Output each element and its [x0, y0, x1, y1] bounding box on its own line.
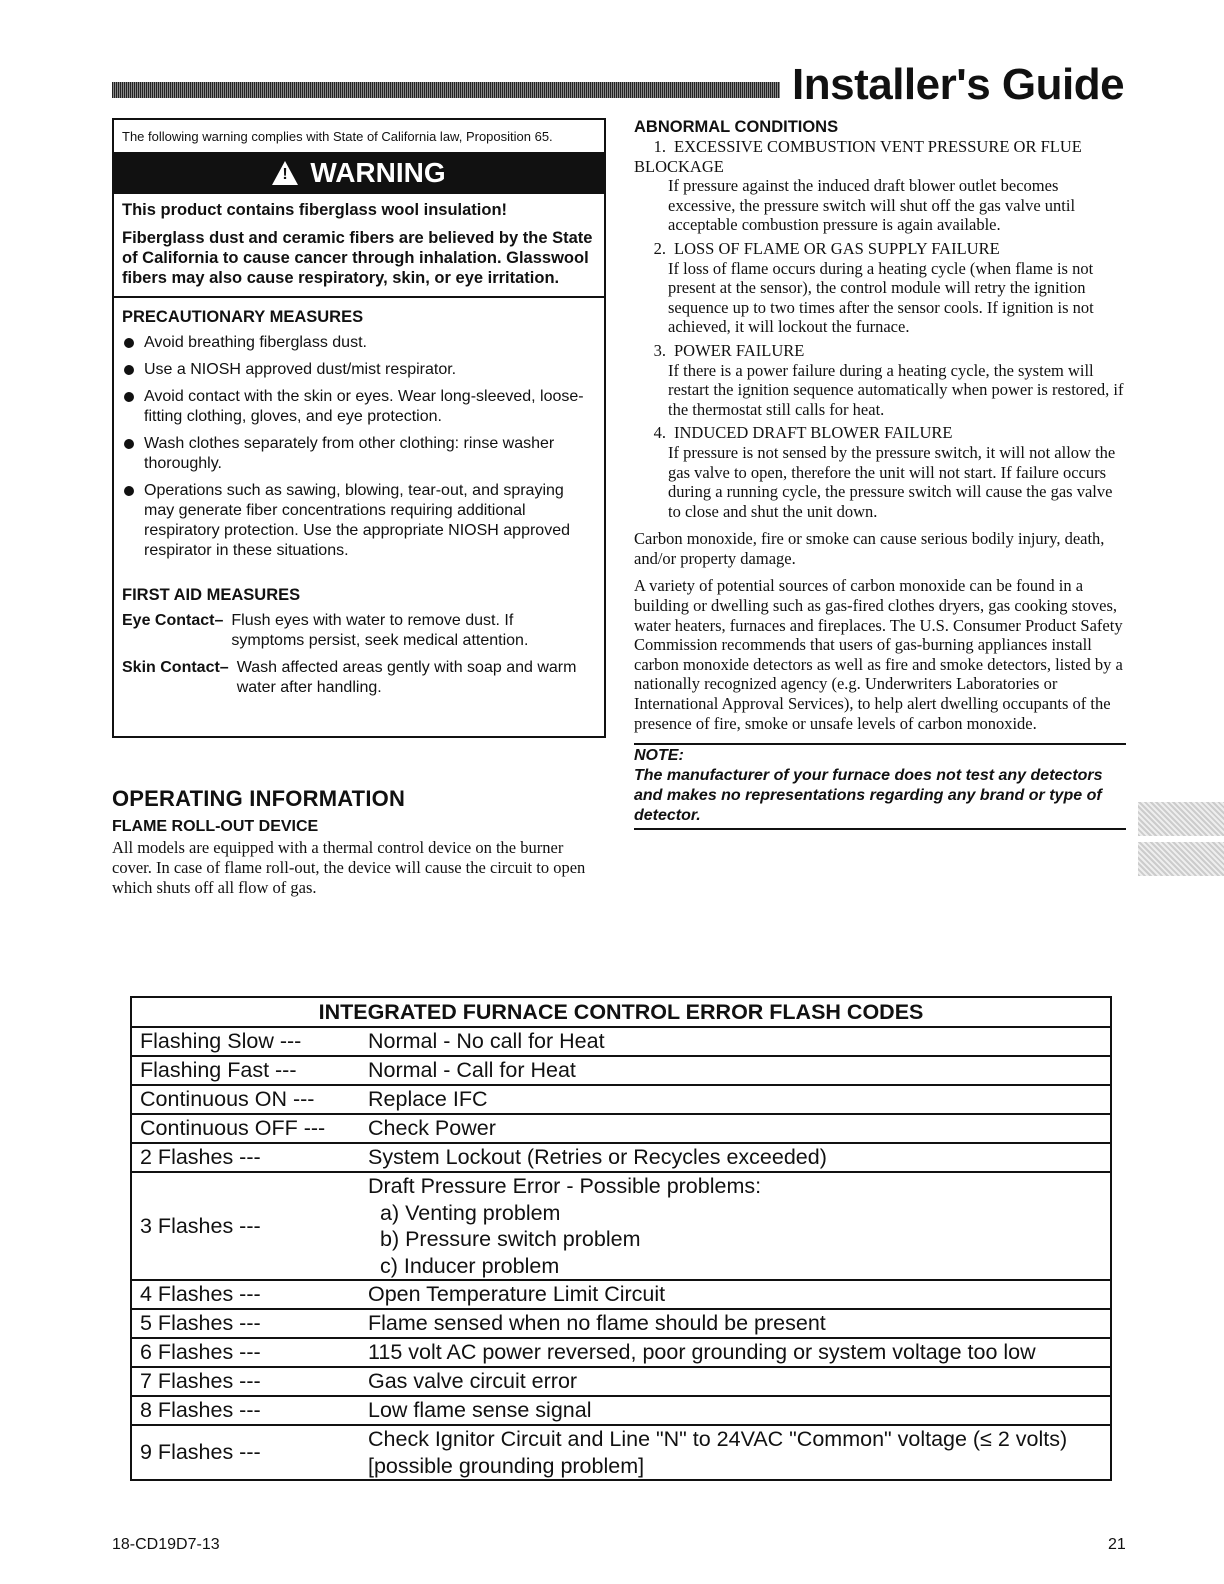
prop65-notice: The following warning complies with State of California law, Proposition 65. [122, 129, 553, 144]
bullet-icon [124, 439, 134, 449]
list-item: Avoid contact with the skin or eyes. Wear long-sleeved, loose-fitting clothing, gloves, and eye protection. [122, 387, 596, 427]
table-row: Continuous OFF --- Check Power [131, 1114, 1111, 1143]
warning-triangle-icon: ! [272, 161, 298, 185]
co-sources-paragraph: A variety of potential sources of carbon monoxide can be found in a building or dwelling such as gas-fired clothes dryers, gas cooking stoves, water heaters, furnaces and fireplaces. The U.S. Consumer Product Safety Commission recommends that users of gas-burning appliances install carbon monoxide detectors as well as fire and smoke detectors, listed by a nationally recognized agency (e.g. Underwriters Laboratories or International Approval Services), to help alert dwelling occupants of the presence of fire, smoke or unsafe levels of carbon monoxide. [634, 576, 1123, 733]
bullet-icon [124, 365, 134, 375]
co-warning-paragraph: Carbon monoxide, fire or smoke can cause serious bodily injury, death, and/or property damage. [634, 529, 1105, 568]
table-row: 8 Flashes --- Low flame sense signal [131, 1396, 1111, 1425]
firstaid-skin: Skin Contact – Wash affected areas gently with soap and warm water after handling. [122, 659, 577, 696]
table-row: 5 Flashes --- Flame sensed when no flame should be present [131, 1309, 1111, 1338]
abnormal-title: ABNORMAL CONDITIONS [634, 118, 839, 136]
table-row: 6 Flashes --- 115 volt AC power reversed, poor grounding or system voltage too low [131, 1338, 1111, 1367]
bullet-icon [124, 392, 134, 402]
warning-label: WARNING [310, 157, 446, 188]
note-box [634, 743, 1126, 830]
abnormal-conditions [634, 118, 1126, 830]
firstaid-title: FIRST AID MEASURES [122, 586, 301, 604]
table-title: INTEGRATED FURNACE CONTROL ERROR FLASH CODES [131, 997, 1111, 1027]
table-row: 2 Flashes --- System Lockout (Retries or Recycles exceeded) [131, 1143, 1111, 1172]
operating-text: All models are equipped with a thermal control device on the burner cover. In case of flame roll-out, the device will cause the circuit to open which shuts off all flow of gas. [112, 838, 586, 897]
firstaid-eye: Eye Contact – Flush eyes with water to remove dust. If symptoms persist, seek medical attention. [122, 612, 529, 649]
precaution-list [114, 333, 604, 561]
side-tab [1138, 802, 1224, 836]
page-number: 21 [1108, 1536, 1126, 1553]
table-row: 9 Flashes --- Check Ignitor Circuit and Line "N" to 24VAC "Common" voltage (≤ 2 volts) [possible grounding problem] [131, 1425, 1111, 1480]
table-row: 3 Flashes --- Draft Pressure Error - Possible problems: a) Venting problem b) Pressure switch problem c) Inducer problem [131, 1172, 1111, 1280]
precaution-title: PRECAUTIONARY MEASURES [122, 308, 364, 326]
warning-line-1: This product contains fiberglass wool insulation! [122, 201, 508, 219]
header-rule [112, 82, 780, 98]
warning-band [114, 152, 604, 194]
list-item: Avoid breathing fiberglass dust. [122, 333, 596, 353]
table-row: Flashing Fast --- Normal - Call for Heat [131, 1056, 1111, 1085]
abnormal-item: 2. LOSS OF FLAME OR GAS SUPPLY FAILURE If loss of flame occurs during a heating cycle (when flame is not present at the sensor), the control module will retry the ignition sequence up to two times after the sensor cools. If ignition is not achieved, it will lockout the furnace. [653, 238, 1094, 337]
operating-subtitle: FLAME ROLL-OUT DEVICE [112, 818, 319, 835]
flash-code-table [130, 996, 1112, 1481]
table-row: 7 Flashes --- Gas valve circuit error [131, 1367, 1111, 1396]
bullet-icon [124, 486, 134, 496]
document-id: 18-CD19D7-13 [112, 1536, 220, 1553]
table-row: 4 Flashes --- Open Temperature Limit Circuit [131, 1280, 1111, 1309]
bullet-icon [124, 338, 134, 348]
abnormal-item: 4. INDUCED DRAFT BLOWER FAILURE If pressure is not sensed by the pressure switch, it will not allow the gas valve to open, therefore the unit will not start. If failure occurs during a running cycle, the pressure switch will cause the gas valve to close and shut the unit down. [653, 423, 1116, 521]
warning-statement [114, 194, 604, 288]
warning-line-2: Fiberglass dust and ceramic fibers are believed by the State of California to cause cancer through inhalation. Glasswool fibers may also cause respiratory, skin, or eye irritation. [122, 229, 593, 287]
note-label: NOTE: [634, 747, 684, 765]
list-item: Operations such as sawing, blowing, tear-out, and spraying may generate fiber concentrations requiring additional respiratory protection. Use the appropriate NIOSH approved respirator in these situations. [122, 481, 596, 561]
abnormal-item: 1. EXCESSIVE COMBUSTION VENT PRESSURE OR FLUE BLOCKAGE If pressure against the induced draft blower outlet becomes excessive, the pressure switch will shut off the gas valve until acceptable combustion pressure is again available. [634, 137, 1082, 235]
page-title: Installer's Guide [792, 60, 1125, 109]
warning-box [112, 118, 606, 738]
table-row: Continuous ON --- Replace IFC [131, 1085, 1111, 1114]
list-item: Wash clothes separately from other clothing: rinse washer thoroughly. [122, 434, 596, 474]
operating-title: OPERATING INFORMATION [112, 786, 406, 811]
list-item: Use a NIOSH approved dust/mist respirator. [122, 360, 596, 380]
note-text: The manufacturer of your furnace does not test any detectors and makes no representations regarding any brand or type of detector. [634, 767, 1103, 825]
side-tab [1138, 842, 1224, 876]
table-row: Flashing Slow --- Normal - No call for Heat [131, 1027, 1111, 1056]
abnormal-item: 3. POWER FAILURE If there is a power failure during a heating cycle, the system will restart the ignition sequence automatically when power is restored, if the thermostat still calls for heat. [653, 340, 1124, 419]
